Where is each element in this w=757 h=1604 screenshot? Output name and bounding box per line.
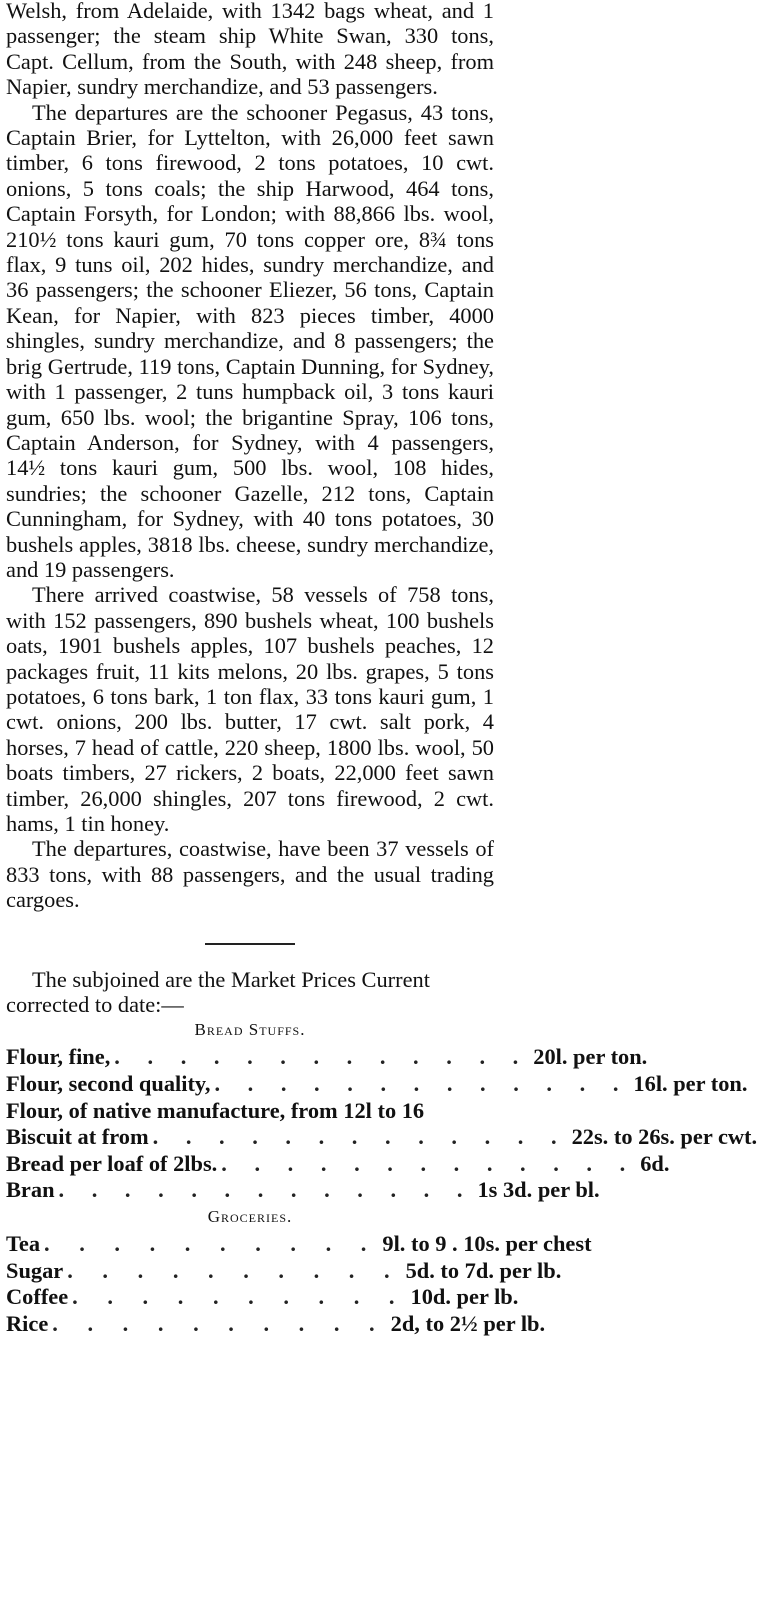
- bread-stuffs-list: [6, 1044, 757, 1204]
- price-value: 10d. per lb.: [410, 1284, 519, 1310]
- coastwise-arrivals-paragraph: There arrived coastwise, 58 vessels of 758 tons, with 152 passengers, 890 bushels wheat, 100 bushels oats, 1901 bushels apples, 107 bushels peaches, 12 packages fruit, 11 kits melons, 20 lbs. grapes, 5 tons potatoes, 6 tons bark, 1 ton flax, 33 tons kauri gum, 1 cwt. onions, 200 lbs. butter, 17 cwt. salt pork, 4 horses, 7 head of cattle, 220 sheep, 1800 lbs. wool, 50 boats timbers, 27 rickers, 2 boats, 22,000 feet sawn timber, 26,000 shingles, 207 tons firewood, 2 cwt. hams, 1 tin honey.: [6, 582, 494, 836]
- price-item-name: Flour, fine,: [6, 1044, 111, 1070]
- price-value: 1s 3d. per bl.: [477, 1177, 600, 1203]
- price-item-name: Tea: [6, 1231, 41, 1256]
- dot-leader: . . . . . . . . . .: [44, 1231, 379, 1256]
- price-item-name: Sugar: [6, 1257, 64, 1283]
- price-row: [6, 1231, 592, 1258]
- coastwise-departures-paragraph: The departures, coastwise, have been 37 vessels of 833 tons, with 88 passengers, and the usual trading cargoes.: [6, 836, 494, 913]
- price-value: 2d, to 2½ per lb.: [390, 1310, 546, 1336]
- price-item-name: Biscuit at from: [6, 1124, 149, 1150]
- price-item-name: Coffee: [6, 1284, 69, 1310]
- dot-leader: . . . . . . . . . . . . .: [58, 1177, 474, 1203]
- price-row: [6, 1310, 546, 1338]
- price-item-name: Bread per loaf of 2lbs.: [6, 1150, 218, 1176]
- dot-leader: . . . . . . . . . .: [72, 1284, 407, 1310]
- groceries-list: [6, 1231, 592, 1337]
- price-row: [6, 1177, 600, 1204]
- price-item-name: Flour, second quality,: [6, 1071, 211, 1097]
- dot-leader: . . . . . . . . . .: [67, 1257, 402, 1283]
- bread-stuffs-heading: Bread Stuffs.: [194, 1020, 306, 1040]
- price-item-name: Bran: [6, 1177, 55, 1203]
- dot-leader: . . . . . . . . . . . . .: [114, 1044, 530, 1070]
- price-row: [6, 1071, 748, 1098]
- price-row: [6, 1098, 494, 1125]
- price-value: 20l. per ton.: [533, 1044, 648, 1070]
- groceries-heading: Groceries.: [207, 1207, 293, 1226]
- price-value: 6d.: [640, 1150, 670, 1176]
- price-value: 9l. to 9 . 10s. per chest: [382, 1231, 592, 1256]
- dot-leader: . . . . . . . . . . . . .: [221, 1150, 637, 1176]
- section-divider: [205, 943, 295, 945]
- dot-leader: . . . . . . . . . . . . .: [152, 1124, 568, 1150]
- price-value: 16l. per ton.: [633, 1071, 748, 1097]
- price-value: 5d. to 7d. per lb.: [405, 1257, 562, 1283]
- price-row: [6, 1257, 562, 1285]
- market-prices-intro: The subjoined are the Market Prices Current corrected to date:—: [6, 966, 430, 1018]
- arrivals-paragraph: Welsh, from Adelaide, with 1342 bags wheat, and 1 passenger; the steam ship White Swan, 330 tons, Capt. Cellum, from the South, with 248 sheep, from Napier, sundry merchandize, and 53 passengers.: [6, 0, 494, 100]
- price-value: 22s. to 26s. per cwt.: [571, 1124, 757, 1150]
- price-row: [6, 1284, 519, 1311]
- dot-leader: . . . . . . . . . .: [52, 1310, 387, 1336]
- price-row: [6, 1044, 648, 1071]
- price-item-name: Flour, of native manufacture, from 12l to 16: [6, 1097, 425, 1123]
- price-row: [6, 1150, 670, 1178]
- price-row: [6, 1124, 757, 1151]
- dot-leader: . . . . . . . . . . . . .: [214, 1071, 630, 1097]
- departures-paragraph: The departures are the schooner Pegasus, 43 tons, Captain Brier, for Lyttelton, with 26,000 feet sawn timber, 6 tons firewood, 2 tons potatoes, 10 cwt. onions, 5 tons coals; the ship Harwood, 464 tons, Captain Forsyth, for London; with 88,866 lbs. wool, 210½ tons kauri gum, 70 tons copper ore, 8¾ tons flax, 9 tuns oil, 202 hides, sundry merchandize, and 36 passengers; the schooner Eliezer, 56 tons, Captain Kean, for Napier, with 823 pieces timber, 4000 shingles, sundry merchandize, and 8 passengers; the brig Gertrude, 119 tons, Captain Dunning, for Sydney, with 1 passenger, 2 tuns humpback oil, 3 tons kauri gum, 650 lbs. wool; the brigantine Spray, 106 tons, Captain Anderson, for Sydney, with 4 passengers, 14½ tons kauri gum, 500 lbs. wool, 108 hides, sundries; the schooner Gazelle, 212 tons, Captain Cunningham, for Sydney, with 40 tons potatoes, 30 bushels apples, 3818 lbs. cheese, sundry merchandize, and 19 passengers.: [6, 99, 494, 582]
- price-item-name: Rice: [6, 1310, 49, 1336]
